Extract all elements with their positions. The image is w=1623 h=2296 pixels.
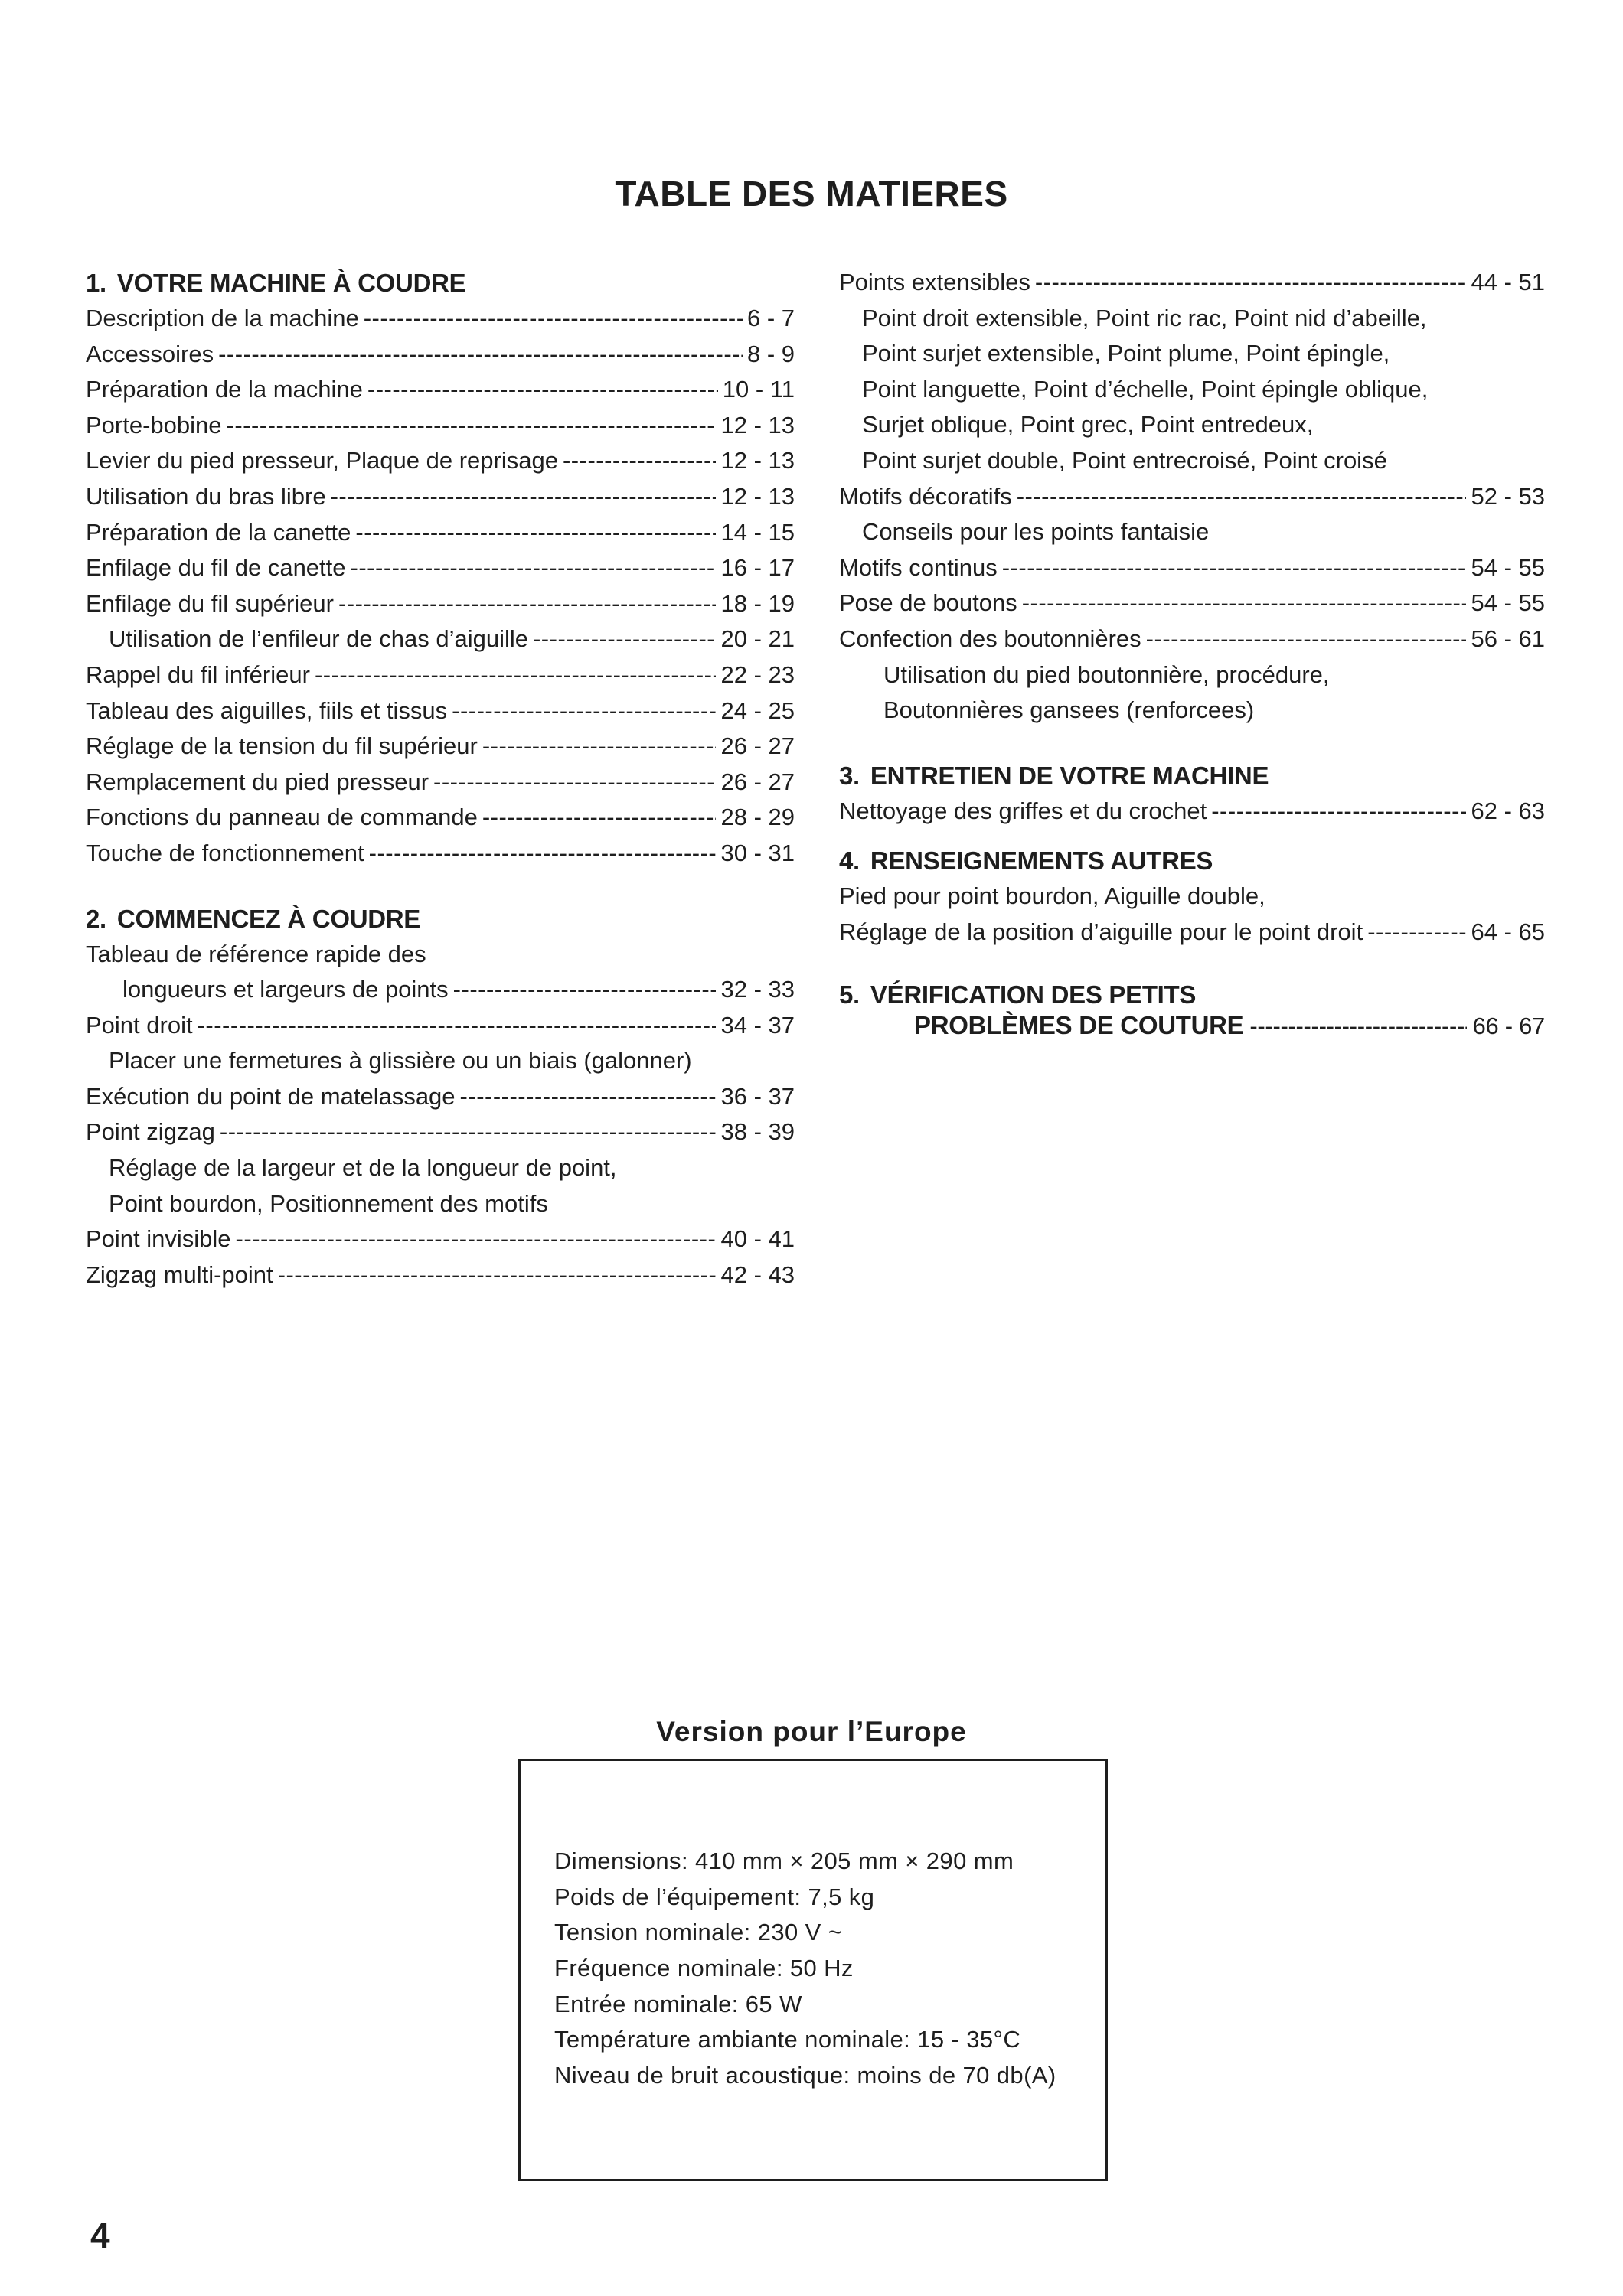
toc-entry: Placer une fermetures à glissière ou un biais (galonner) bbox=[109, 1047, 692, 1075]
toc-entry: Utilisation du pied boutonnière, procédure, bbox=[883, 660, 1330, 688]
page-title: TABLE DES MATIERES bbox=[615, 174, 1008, 214]
toc-entry: Tableau des aiguilles, fiils et tissus ----- 24 - 25 bbox=[86, 693, 795, 729]
section-number: 1. bbox=[86, 269, 106, 297]
section-3-heading bbox=[839, 758, 1545, 794]
toc-entry: Conseils pour les points fantaisie bbox=[862, 518, 1210, 546]
section-title: ENTRETIEN DE VOTRE MACHINE bbox=[870, 761, 1269, 790]
page-number: 4 bbox=[90, 2216, 110, 2255]
toc-entry: Touche de fonctionnement ----- 30 - 31 bbox=[86, 836, 795, 872]
section-number: 4. bbox=[839, 846, 860, 876]
spec-list bbox=[554, 1844, 1056, 2094]
toc-entry: Utilisation du bras libre ----- 12 - 13 bbox=[86, 479, 795, 515]
toc-entry: Réglage de la tension du fil supérieur ----- 26 - 27 bbox=[86, 729, 795, 765]
spec-dimensions: Dimensions: 410 mm × 205 mm × 290 mm bbox=[554, 1848, 1014, 1874]
section-2-heading bbox=[86, 901, 795, 937]
toc-entry: Utilisation de l’enfileur de chas d’aiguille ----- 20 - 21 bbox=[86, 621, 795, 657]
section-title: COMMENCEZ À COUDRE bbox=[116, 904, 421, 933]
section-4-heading bbox=[839, 843, 1545, 879]
toc-entry: Point bourdon, Positionnement des motifs bbox=[109, 1189, 548, 1217]
toc-entry: Remplacement du pied presseur ----- 26 - 27 bbox=[86, 765, 795, 801]
toc-entry: Nettoyage des griffes et du crochet ----- 62 - 63 bbox=[839, 794, 1545, 830]
spec-weight: Poids de l’équipement: 7,5 kg bbox=[554, 1883, 875, 1910]
toc-right-column bbox=[839, 265, 1545, 1042]
toc-entry: Motifs continus ----- 54 - 55 bbox=[839, 550, 1545, 586]
spec-noise: Niveau de bruit acoustique: moins de 70 db(A) bbox=[554, 2062, 1056, 2089]
toc-entry: Préparation de la machine ----- 10 - 11 bbox=[86, 372, 795, 408]
toc-entry: Point zigzag ----- 38 - 39 bbox=[86, 1114, 795, 1150]
toc-entry: Tableau de référence rapide des bbox=[86, 940, 426, 967]
toc-entry: Exécution du point de matelassage ----- 36 - 37 bbox=[86, 1079, 795, 1115]
toc-entry: Enfilage du fil de canette ----- 16 - 17 bbox=[86, 550, 795, 586]
toc-entry: Point invisible ----- 40 - 41 bbox=[86, 1221, 795, 1257]
toc-entry: Porte-bobine ----- 12 - 13 bbox=[86, 408, 795, 444]
spec-voltage: Tension nominale: 230 V ~ bbox=[554, 1919, 843, 1946]
toc-entry: Point surjet extensible, Point plume, Point épingle, bbox=[862, 340, 1390, 367]
toc-entry: Description de la machine ----- 6 - 7 bbox=[86, 301, 795, 337]
toc-entry: Rappel du fil inférieur ----- 22 - 23 bbox=[86, 657, 795, 693]
toc-entry: Point surjet double, Point entrecroisé, Point croisé bbox=[862, 446, 1387, 474]
section-title: RENSEIGNEMENTS AUTRES bbox=[870, 846, 1213, 876]
section-number: 5. bbox=[839, 980, 860, 1009]
section-1-heading bbox=[86, 265, 795, 301]
toc-entry: Confection des boutonnières ----- 56 - 61 bbox=[839, 621, 1545, 657]
spec-power: Entrée nominale: 65 W bbox=[554, 1990, 802, 2017]
toc-left-column bbox=[86, 265, 795, 1293]
toc-entry: Point droit ----- 34 - 37 bbox=[86, 1008, 795, 1044]
toc-entry: Réglage de la largeur et de la longueur de point, bbox=[109, 1154, 617, 1182]
toc-entry: Point droit extensible, Point ric rac, Point nid d’abeille, bbox=[862, 304, 1427, 331]
toc-entry: Enfilage du fil supérieur ----- 18 - 19 bbox=[86, 586, 795, 622]
section-title: VOTRE MACHINE À COUDRE bbox=[116, 269, 466, 297]
version-title: Version pour l’Europe bbox=[656, 1716, 967, 1747]
section-title: VÉRIFICATION DES PETITS bbox=[870, 980, 1197, 1009]
section-number: 3. bbox=[839, 761, 860, 790]
spec-temperature: Température ambiante nominale: 15 - 35°C bbox=[554, 2026, 1021, 2053]
toc-entry: Surjet oblique, Point grec, Point entredeux, bbox=[862, 411, 1314, 439]
spec-box bbox=[518, 1759, 1108, 2181]
toc-entry: Motifs décoratifs ----- 52 - 53 bbox=[839, 479, 1545, 515]
toc-entry: Point languette, Point d’échelle, Point épingle oblique, bbox=[862, 375, 1429, 403]
section-title-continued: PROBLÈMES DE COUTURE bbox=[914, 1010, 1244, 1039]
section-pages: 66 - 67 bbox=[1472, 1012, 1545, 1039]
toc-entry: longueurs et largeurs de points ----- 32 - 33 bbox=[86, 972, 795, 1008]
toc-entry: Préparation de la canette ----- 14 - 15 bbox=[86, 515, 795, 551]
section-number: 2. bbox=[86, 904, 106, 933]
toc-entry: Points extensibles ----- 44 - 51 bbox=[839, 265, 1545, 301]
toc-entry: Réglage de la position d’aiguille pour le point droit ----- 64 - 65 bbox=[839, 915, 1545, 951]
toc-entry: Fonctions du panneau de commande ----- 28 - 29 bbox=[86, 800, 795, 836]
toc-entry: Pose de boutons ----- 54 - 55 bbox=[839, 585, 1545, 621]
toc-entry: Zigzag multi-point ----- 42 - 43 bbox=[86, 1257, 795, 1293]
toc-entry: Accessoires ----- 8 - 9 bbox=[86, 337, 795, 373]
toc-entry: Levier du pied presseur, Plaque de reprisage ----- 12 - 13 bbox=[86, 443, 795, 479]
toc-entry: Boutonnières gansees (renforcees) bbox=[883, 696, 1255, 724]
toc-entry: Pied pour point bourdon, Aiguille double, bbox=[839, 882, 1265, 910]
section-5-heading bbox=[839, 980, 1545, 1042]
spec-frequency: Fréquence nominale: 50 Hz bbox=[554, 1955, 854, 1982]
